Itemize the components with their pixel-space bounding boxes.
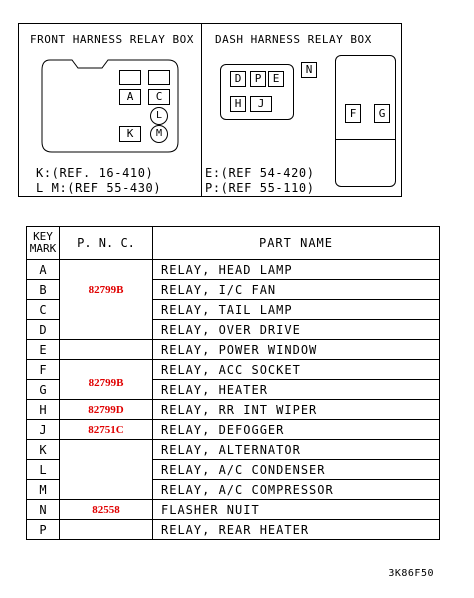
table-row — [27, 380, 440, 400]
part-name-l: RELAY, A/C CONDENSER — [153, 460, 440, 480]
pnc-cell-empty — [60, 260, 153, 280]
table-row — [27, 500, 440, 520]
table-row — [27, 520, 440, 540]
dash-slot-p: P — [250, 71, 266, 87]
pnc-link-82799b[interactable]: 82799B — [60, 280, 153, 300]
dash-ref-e: E:(REF 54-420) — [205, 166, 315, 180]
part-name-h: RELAY, RR INT WIPER — [153, 400, 440, 420]
pnc-link-82799b-2[interactable]: 82799B — [60, 380, 153, 400]
header-part-name: PART NAME — [153, 227, 440, 260]
key-h: H — [27, 400, 60, 420]
key-m: M — [27, 480, 60, 500]
key-f: F — [27, 360, 60, 380]
part-name-n: FLASHER NUIT — [153, 500, 440, 520]
front-slot-m: M — [150, 125, 168, 143]
table-row — [27, 340, 440, 360]
key-n: N — [27, 500, 60, 520]
key-l: L — [27, 460, 60, 480]
pnc-link-82799d[interactable]: 82799D — [60, 400, 153, 420]
part-name-a: RELAY, HEAD LAMP — [153, 260, 440, 280]
dash-box-title: DASH HARNESS RELAY BOX — [215, 33, 372, 46]
front-ref-lm: L M:(REF 55-430) — [36, 181, 162, 195]
key-k: K — [27, 440, 60, 460]
key-p: P — [27, 520, 60, 540]
front-box-title: FRONT HARNESS RELAY BOX — [30, 33, 194, 46]
part-name-d: RELAY, OVER DRIVE — [153, 320, 440, 340]
part-name-k: RELAY, ALTERNATOR — [153, 440, 440, 460]
table-row — [27, 440, 440, 460]
key-d: D — [27, 320, 60, 340]
pnc-cell-empty — [60, 480, 153, 500]
parts-table — [26, 226, 440, 540]
dash-slot-n: N — [301, 62, 317, 78]
table-row — [27, 420, 440, 440]
table-row — [27, 320, 440, 340]
front-slot-a: A — [119, 89, 141, 105]
table-row — [27, 480, 440, 500]
table-row — [27, 460, 440, 480]
key-g: G — [27, 380, 60, 400]
part-name-m: RELAY, A/C COMPRESSOR — [153, 480, 440, 500]
dash-slot-d: D — [230, 71, 246, 87]
pnc-link-82751c[interactable]: 82751C — [60, 420, 153, 440]
table-row — [27, 260, 440, 280]
key-j: J — [27, 420, 60, 440]
header-key: KEY — [33, 230, 53, 243]
header-key-mark — [27, 227, 60, 260]
front-ref-k: K:(REF. 16-410) — [36, 166, 154, 180]
part-name-f: RELAY, ACC SOCKET — [153, 360, 440, 380]
front-slot-blank-1 — [119, 70, 141, 85]
dash-slot-h: H — [230, 96, 246, 112]
part-name-j: RELAY, DEFOGGER — [153, 420, 440, 440]
front-slot-blank-2 — [148, 70, 170, 85]
header-pnc: P. N. C. — [60, 227, 153, 260]
pnc-cell-empty — [60, 340, 153, 360]
table-row — [27, 300, 440, 320]
front-slot-l: L — [150, 107, 168, 125]
table-row — [27, 280, 440, 300]
dash-fuse-block-divider — [335, 139, 396, 140]
frame-divider — [201, 23, 202, 197]
part-name-c: RELAY, TAIL LAMP — [153, 300, 440, 320]
part-name-p: RELAY, REAR HEATER — [153, 520, 440, 540]
part-name-g: RELAY, HEATER — [153, 380, 440, 400]
pnc-cell-empty — [60, 440, 153, 460]
dash-ref-p: P:(REF 55-110) — [205, 181, 315, 195]
part-name-e: RELAY, POWER WINDOW — [153, 340, 440, 360]
key-b: B — [27, 280, 60, 300]
front-slot-c: C — [148, 89, 170, 105]
key-a: A — [27, 260, 60, 280]
key-c: C — [27, 300, 60, 320]
dash-slot-j: J — [250, 96, 272, 112]
pnc-cell-empty — [60, 300, 153, 320]
drawing-code: 3K86F50 — [388, 568, 434, 579]
table-header-row — [27, 227, 440, 260]
table-row — [27, 400, 440, 420]
front-slot-k: K — [119, 126, 141, 142]
pnc-cell-empty — [60, 320, 153, 340]
pnc-link-82558[interactable]: 82558 — [60, 500, 153, 520]
dash-slot-e: E — [268, 71, 284, 87]
header-mark: MARK — [29, 242, 57, 255]
dash-slot-f: F — [345, 104, 361, 123]
pnc-cell-empty — [60, 520, 153, 540]
part-name-b: RELAY, I/C FAN — [153, 280, 440, 300]
key-e: E — [27, 340, 60, 360]
dash-slot-g: G — [374, 104, 390, 123]
pnc-cell-empty — [60, 460, 153, 480]
